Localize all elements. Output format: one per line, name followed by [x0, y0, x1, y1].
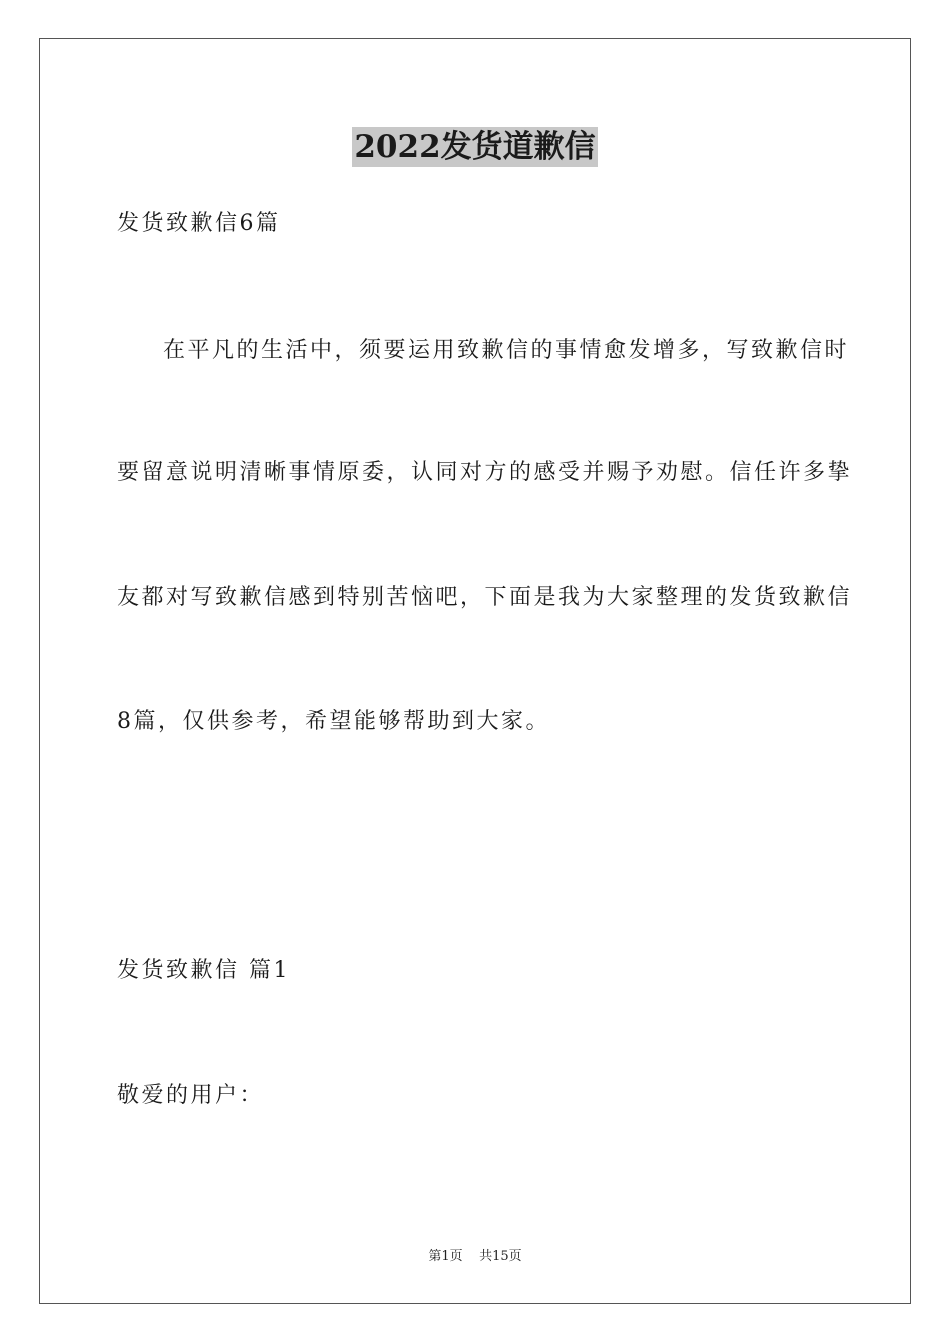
intro-line-1: 在平凡的生活中，须要运用致歉信的事情愈发增多，写致歉信时: [163, 338, 850, 363]
intro-line-3: 友都对写致歉信感到特别苦恼吧，下面是我为大家整理的发货致歉信: [117, 585, 853, 610]
salutation: 敬爱的用户：: [117, 1083, 265, 1108]
page-footer: [0, 1247, 950, 1267]
page-number: 第1页: [428, 1249, 463, 1264]
title-container: [0, 127, 950, 167]
intro-line-2: 要留意说明清晰事情原委，认同对方的感受并赐予劝慰。信任许多挚: [117, 460, 853, 485]
subtitle: 发货致歉信6篇: [117, 211, 281, 236]
document-title: 2022发货道歉信: [354, 129, 596, 165]
page-total: 共15页: [479, 1249, 522, 1264]
intro-line-4: 8篇，仅供参考，希望能够帮助到大家。: [117, 709, 550, 734]
section-heading: 发货致歉信 篇1: [117, 958, 290, 983]
